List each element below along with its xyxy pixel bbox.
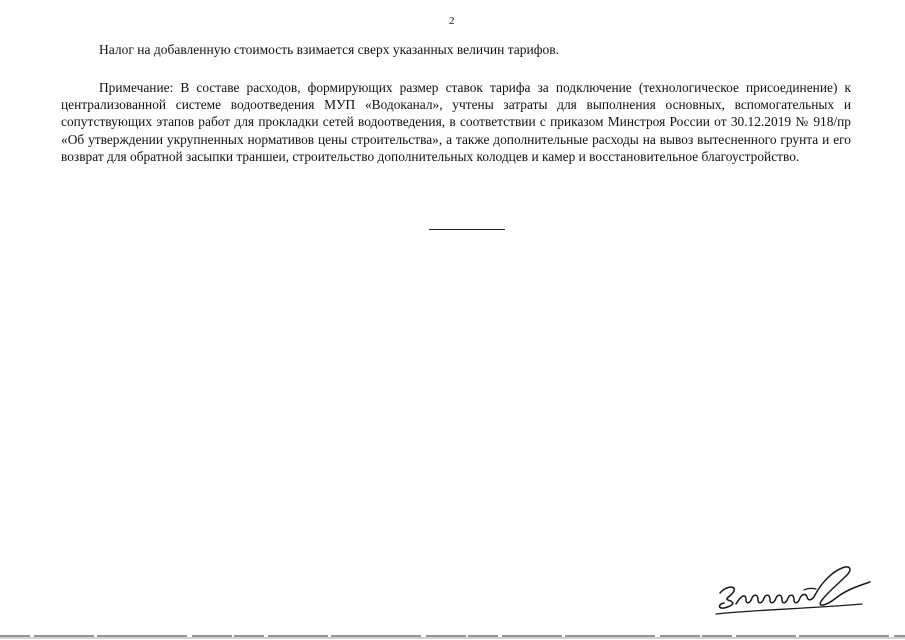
page-number: 2: [449, 15, 455, 27]
scan-bottom-edge: [0, 626, 905, 640]
signature: [712, 560, 882, 620]
note-paragraph: Примечание: В составе расходов, формирующих размер ставок тарифа за подключение (технологическое присоединение) к централизованной системе водоотведения МУП «Водоканал», учтены затраты для выполнения основных, вспомогательных и сопутствующих этапов работ для прокладки сетей водоотведения, в соответствии с приказом Минстроя России от 30.12.2019 № 918/пр «Об утверждении укрупненных нормативов цены строительства», а также дополнительные расходы на вывоз вытесненного грунта и его возврат для обратной засыпки траншеи, строительство дополнительных колодцев и камер и восстановительное благоустройство.: [61, 80, 851, 164]
vat-statement: Налог на добавленную стоимость взимается сверх указанных величин тарифов.: [99, 42, 560, 57]
separator-line: [429, 229, 505, 230]
